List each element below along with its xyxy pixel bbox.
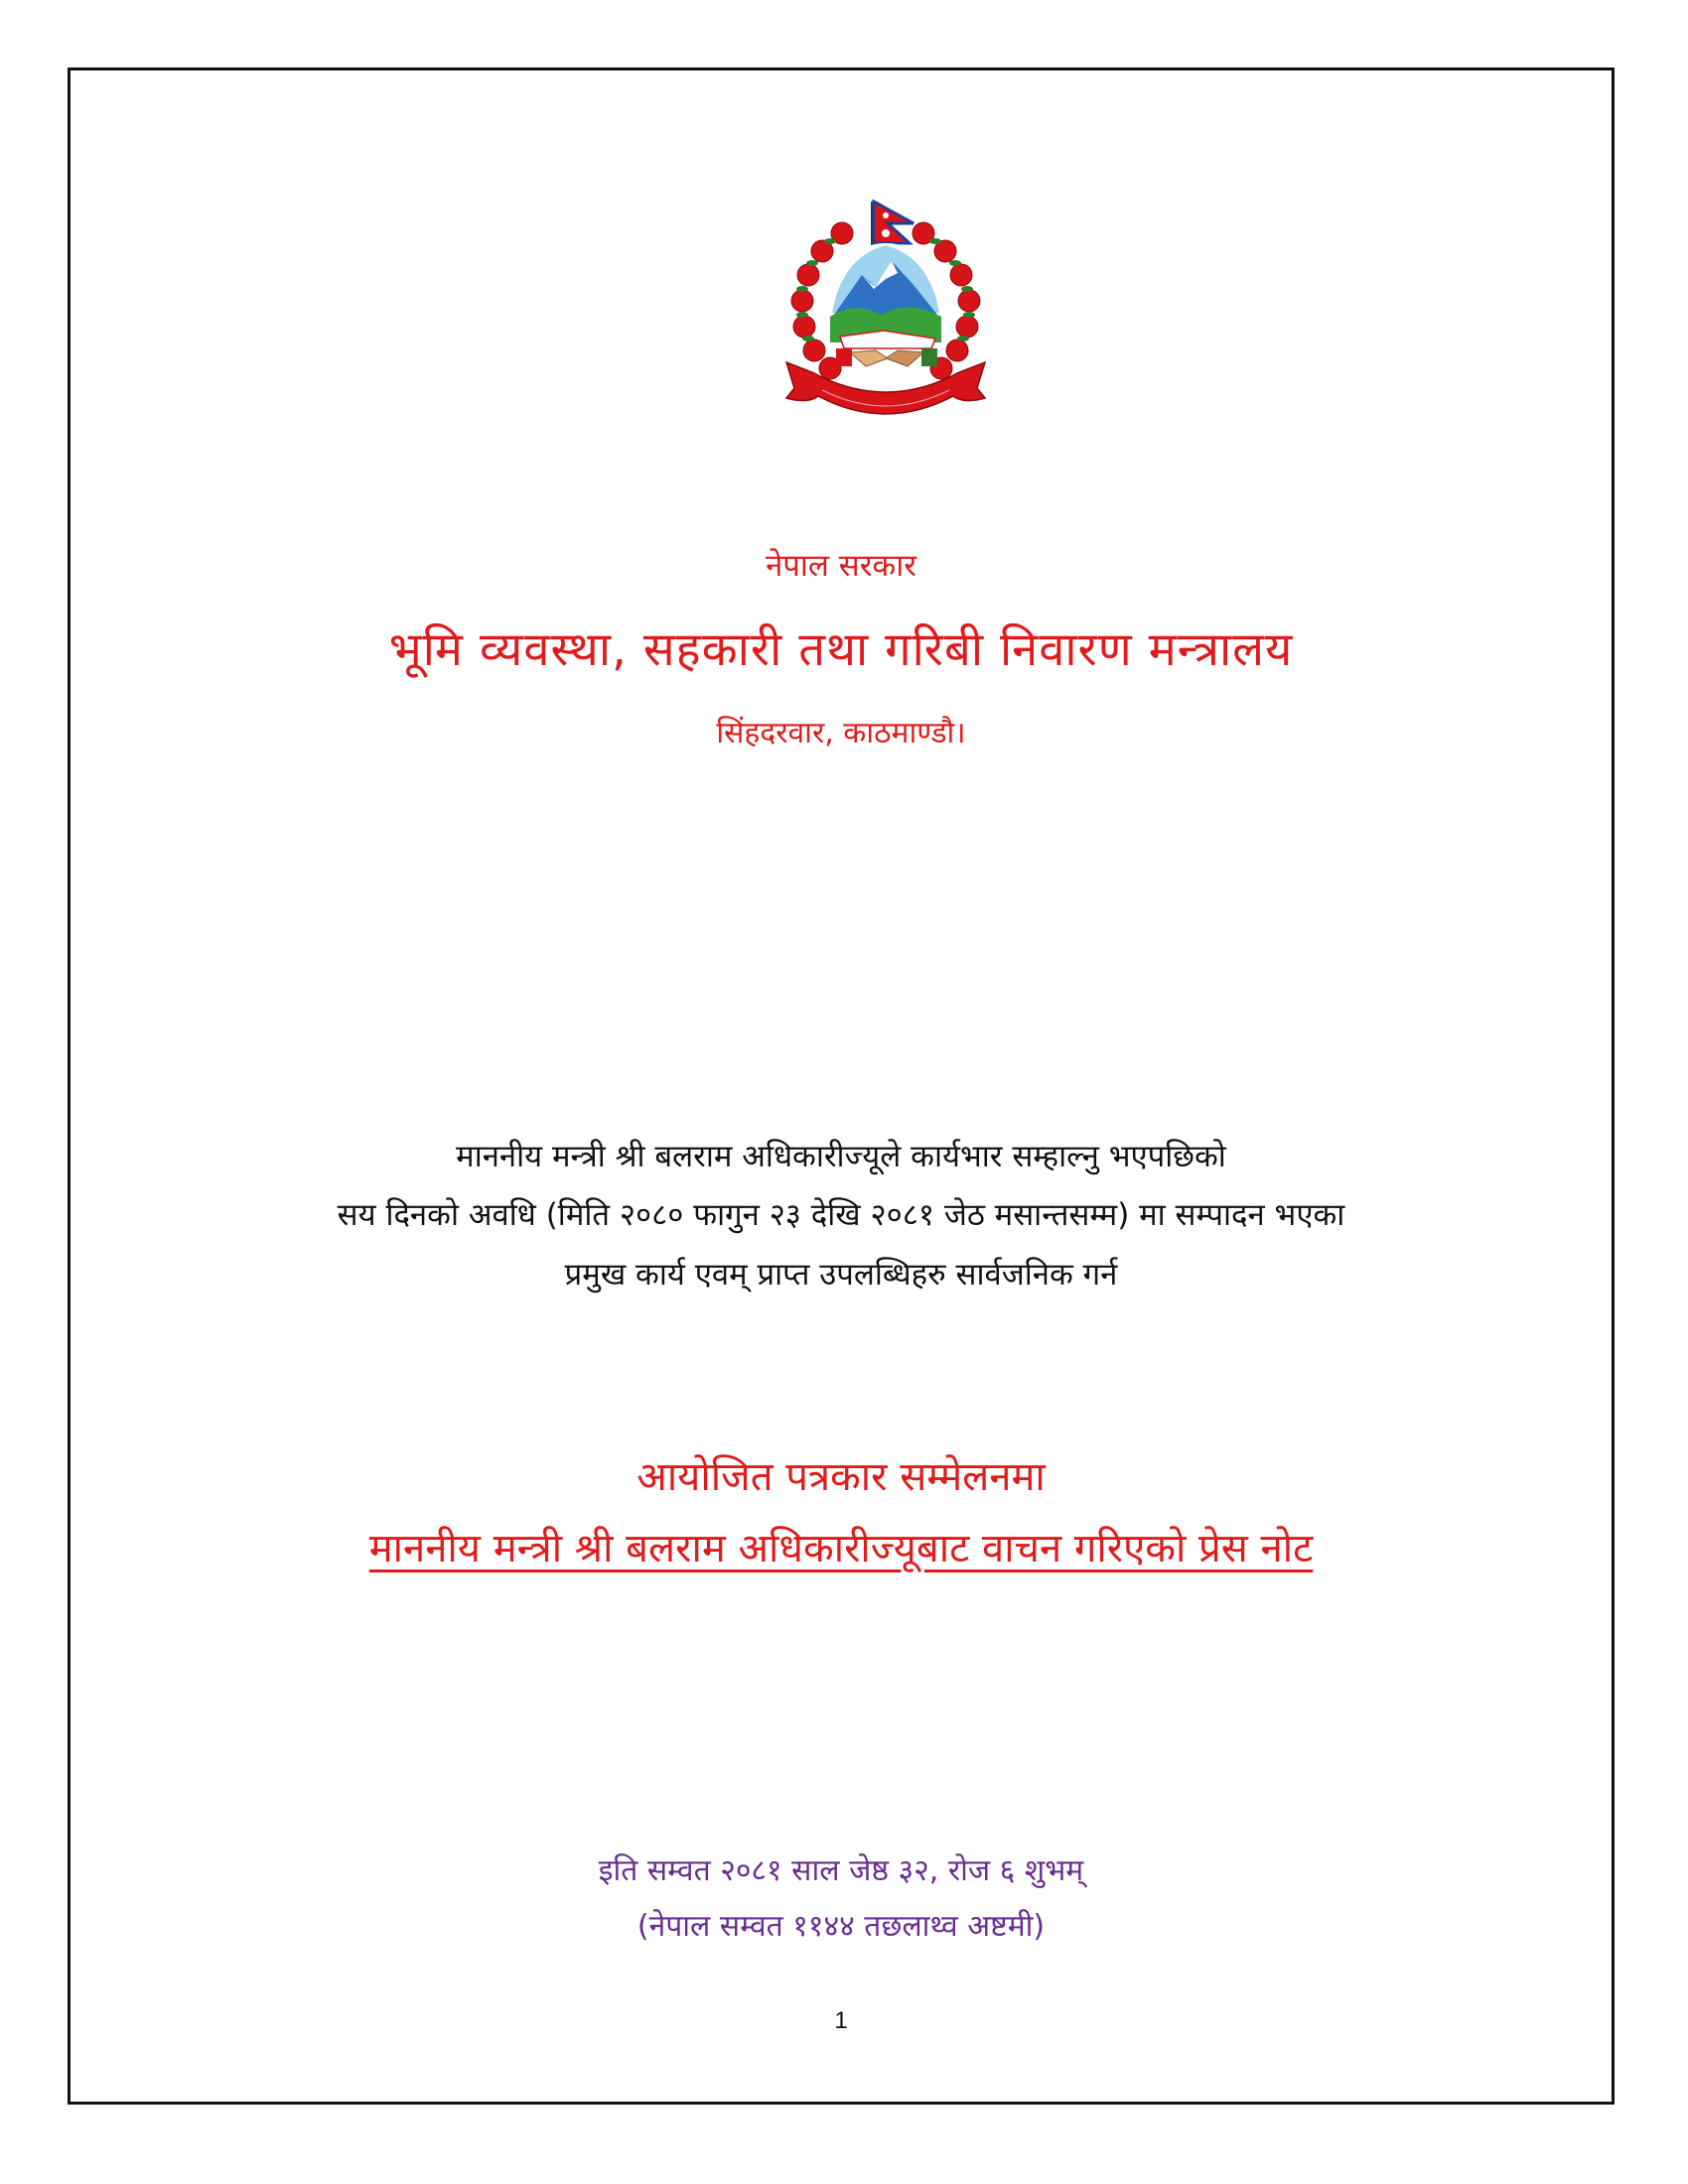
subject-line-2: सय दिनको अवधि (मिति २०८० फागुन २३ देखि २०८१ जेठ मसान्तसम्म) मा सम्पादन भएका (337, 1197, 1345, 1233)
ministry-address: सिंहदरवार, काठमाण्डौ। (716, 716, 966, 751)
subject-line-3: प्रमुख कार्य एवम् प्राप्त उपलब्धिहरु सार्वजनिक गर्न (564, 1257, 1118, 1293)
conference-heading: आयोजित पत्रकार सम्मेलनमा (636, 1454, 1046, 1500)
date-line: इति सम्वत २०८१ साल जेष्ठ ३२, रोज ६ शुभम् (598, 1853, 1084, 1888)
nepal-sambat-date-line: (नेपाल सम्वत ११४४ तछलाथ्व अष्टमी) (636, 1909, 1046, 1944)
flag-icon (872, 202, 914, 245)
page-number: 1 (834, 2007, 848, 2034)
government-name: नेपाल सरकार (766, 548, 916, 584)
press-note-heading: माननीय मन्त्री श्री बलराम अधिकारीज्यूबाट वाचन गरिएको प्रेस नोट (368, 1526, 1314, 1571)
nepal-emblem-icon (765, 194, 1013, 442)
subject-line-1: माननीय मन्त्री श्री बलराम अधिकारीज्यूले कार्यभार सम्हाल्नु भएपछिको (456, 1139, 1226, 1174)
ministry-title: भूमि व्यवस्था, सहकारी तथा गरिबी निवारण मन्त्रालय (388, 622, 1294, 677)
